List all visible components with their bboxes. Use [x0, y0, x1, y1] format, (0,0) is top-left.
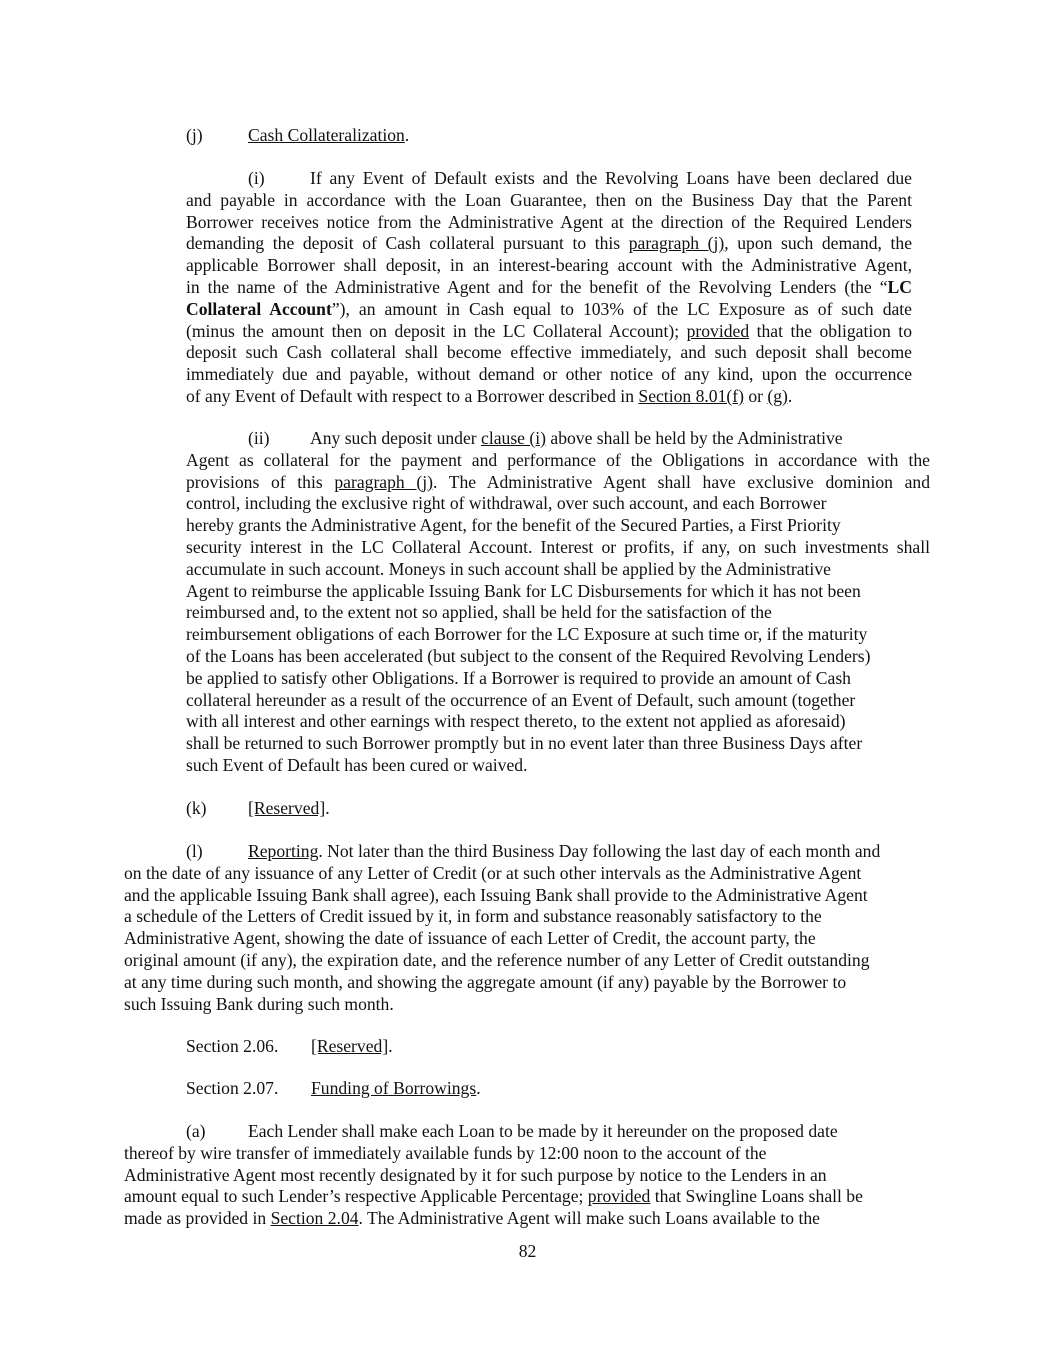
paragraph-j-ii: (ii) Any such deposit under clause (i) above shall be held by the Administrative Agent as collateral for the payment and performance of the Obligations in accordance with the provisions of this paragraph (j). The Administrative Agent shall have exclusive dominion and control, including the exclusive right of withdrawal, over such account, and each Borrower hereby grants the Administrative Agent, for the benefit of the Secured Parties, a First Priority security interest in the LC Collateral Account. Interest or profits, if any, on such investments shall accumulate in such account. Moneys in such account shall be applied by the Administrative Agent to reimburse the applicable Issuing Bank for LC Disbursements for which it has not been reimbursed and, to the extent not so applied, shall be held for the satisfaction of the reimbursement obligations of each Borrower for the LC Exposure at such time or, if the maturity of the Loans has been accelerated (but subject to the consent of the Required Revolving Lenders) be applied to satisfy other Obligations. If a Borrower is required to provide an amount of Cash collateral hereunder as a result of the occurrence of an Event of Default, such amount (together with all interest and other earnings with respect thereto, to the extent not applied as aforesaid) shall be returned to such Borrower promptly but in no event later than three Business Days after such Event of Default has been cured or waived. — [186, 428, 931, 775]
defined-term: Collateral Account — [186, 298, 332, 319]
section-2-06-heading: Section 2.06. [Reserved]. — [186, 1036, 393, 1056]
section-2-07-heading: Section 2.07. Funding of Borrowings. — [186, 1078, 481, 1098]
cross-reference: Section 2.04 — [270, 1208, 359, 1229]
cross-reference: clause (i) — [481, 428, 546, 448]
paragraph-k: (k) [Reserved]. — [186, 798, 330, 818]
heading-title: Reporting — [248, 841, 319, 861]
paragraph-a: (a) Each Lender shall make each Loan to be made by it hereunder on the proposed date thereof by wire transfer of immediately available funds by 12:00 noon to the account of the Administrative Agent most recently designated by it for such purpose by notice to the Lenders in an amount equal to such Lender’s respective Applicable Percentage; provided that Swingline Loans shall be made as provided in Section 2.04. The Administrative Agent will make such Loans available to the — [124, 1121, 863, 1229]
proviso-term: provided — [686, 320, 750, 341]
paragraph-marker: (a) — [186, 1121, 206, 1141]
cross-reference: paragraph (j) — [628, 233, 725, 254]
section-number: Section 2.07. — [186, 1078, 279, 1098]
paragraph-marker: (k) — [186, 798, 207, 818]
paragraph-marker: (ii) — [248, 428, 270, 448]
page-number: 82 — [518, 1241, 537, 1261]
paragraph-j-heading: (j) Cash Collateralization. — [186, 125, 410, 145]
defined-term: LC — [887, 276, 912, 297]
cross-reference: (g) — [767, 385, 788, 406]
paragraph-l: (l) Reporting. Not later than the third Business Day following the last day of each month and on the date of any issuance of any Letter of Credit (or at such other intervals as the Administrative Agent and the applicable Issuing Bank shall agree), each Issuing Bank shall provide to the Administrative Agent a schedule of the Letters of Credit issued by it, in form and substance reasonably satisfactory to the Administrative Agent, showing the date of issuance of each Letter of Credit, the account party, the original amount (if any), the expiration date, and the reference number of any Letter of Credit outstanding at any time during such month, and showing the aggregate amount (if any) payable by the Borrower to such Issuing Bank during such month. — [124, 841, 881, 1014]
heading-title: [Reserved] — [248, 798, 326, 818]
cross-reference: paragraph (j) — [334, 471, 433, 492]
paragraph-marker: (l) — [186, 841, 203, 861]
section-title: [Reserved] — [311, 1036, 389, 1056]
cross-reference: Section 8.01(f) — [638, 385, 744, 406]
section-title: Funding of Borrowings — [311, 1078, 477, 1098]
paragraph-marker: (j) — [186, 125, 203, 145]
proviso-term: provided — [587, 1186, 651, 1207]
heading-title: Cash Collateralization — [248, 125, 405, 145]
paragraph-marker: (i) — [248, 168, 265, 188]
section-number: Section 2.06. — [186, 1036, 279, 1056]
paragraph-j-i: (i) If any Event of Default exists and the Revolving Loans have been declared due and payable in accordance with the Loan Guarantee, then on the Business Day that the Parent Borrower receives notice from the Administrative Agent at the direction of the Required Lenders demanding the deposit of Cash collateral pursuant to this paragraph (j), upon such demand, the applicable Borrower shall deposit, in an interest-bearing account with the Administrative Agent, in the name of the Administrative Agent and for the benefit of the Revolving Lenders (the “LC Collateral Account”), an amount in Cash equal to 103% of the LC Exposure as of such date (minus the amount then on deposit in the LC Collateral Account); provided that the obligation to deposit such Cash collateral shall become effective immediately, and such deposit shall become immediately due and payable, without demand or other notice of any kind, upon the occurrence of any Event of Default with respect to a Borrower described in Section 8.01(f) or (g). — [186, 168, 913, 406]
